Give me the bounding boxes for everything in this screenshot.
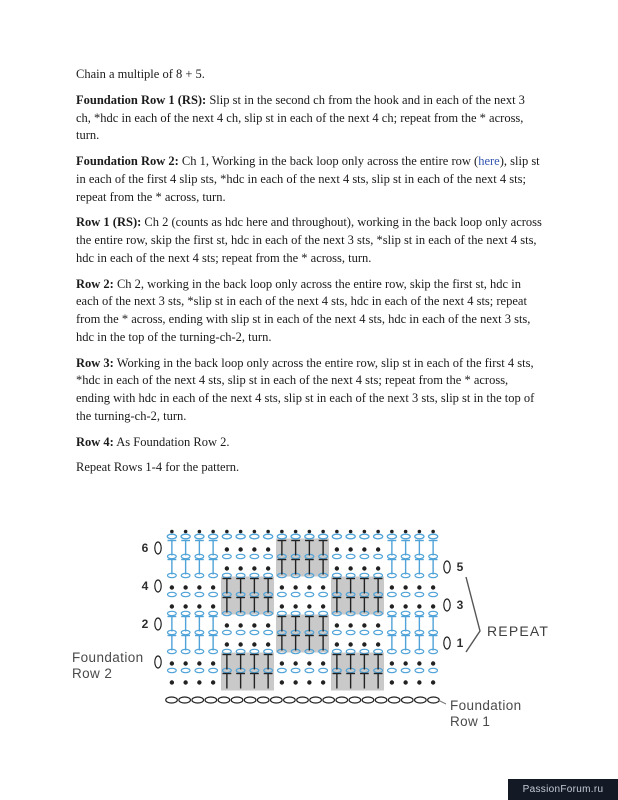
top-loop [167,534,176,539]
back-loop [195,611,204,615]
paragraph-text: Working in the back loop only across the entire row, slip st in each of the first 4 sts, *hdc in each of the next 4 sts, slip st in each of the next 4 sts; repeat from the * across, ending with hdc in each of the next 4 sts, slip st in each of the next 3 sts, slip st in the top of the turning-ch-2, turn. [76,355,535,423]
row-number: 4 [141,579,149,593]
slip-stitch [225,642,229,646]
slip-stitch [362,566,366,570]
back-loop [387,592,396,596]
slip-stitch [293,604,297,608]
top-loop-dot [308,530,312,534]
chain-stitch [428,697,440,703]
row-label: Foundation Row 1 (RS): [76,92,207,107]
slip-stitch [183,680,187,684]
back-loop [291,592,300,596]
top-loop-dot [280,530,284,534]
back-loop [415,611,424,615]
back-loop [195,668,204,672]
top-loop-dot [184,530,188,534]
chain-stitch [218,697,230,703]
shaded-block [221,672,274,691]
slip-stitch [335,566,339,570]
slip-stitch [183,585,187,589]
slip-stitch [170,585,174,589]
slip-stitch [280,680,284,684]
slip-stitch [238,623,242,627]
row-number: 2 [141,617,149,631]
top-loop [209,534,218,539]
back-loop [319,668,328,672]
slip-stitch [431,604,435,608]
chain-stitch [244,697,256,703]
top-loop-dot [390,530,394,534]
turning-chain [155,656,161,668]
slip-stitch [321,585,325,589]
slip-stitch [211,661,215,665]
top-loop-dot [349,530,353,534]
slip-stitch [211,680,215,684]
slip-stitch [376,642,380,646]
foundation-row-2-label-line1: Foundation [72,650,144,665]
repeat-bracket [466,577,480,652]
slip-stitch [307,680,311,684]
slip-stitch [225,547,229,551]
back-loop [415,592,424,596]
top-loop [277,534,286,539]
watermark-text: PassionForum.ru [522,784,604,795]
slip-stitch [417,604,421,608]
paragraph [76,434,542,452]
slip-stitch [211,585,215,589]
top-loop-dot [404,530,408,534]
paragraph [76,214,542,267]
slip-stitch [403,661,407,665]
top-loop-dot [335,530,339,534]
chain-stitch [349,697,361,703]
back-loop [195,592,204,596]
back-loop [429,592,438,596]
top-loop [319,534,328,539]
slip-stitch [390,661,394,665]
back-loop [401,611,410,615]
top-loop-dot [418,530,422,534]
chart-symbols [142,530,464,703]
top-loop-dot [363,530,367,534]
back-loop [332,630,341,634]
paragraph [76,459,542,477]
paragraph [76,92,542,145]
turning-chain [155,618,161,630]
chain-stitch [415,697,427,703]
chain-stitch [192,697,204,703]
paragraph-text: Repeat Rows 1-4 for the pattern. [76,460,240,475]
top-loop [429,534,438,539]
top-loop-dot [211,530,215,534]
slip-stitch [321,604,325,608]
slip-stitch [335,547,339,551]
chain-stitch [284,697,296,703]
row-number: 5 [456,560,464,574]
slip-stitch [307,661,311,665]
slip-stitch [417,661,421,665]
slip-stitch [280,604,284,608]
slip-stitch [362,642,366,646]
back-loop [401,592,410,596]
back-loop [429,668,438,672]
back-loop [374,630,383,634]
slip-stitch [403,585,407,589]
row-number: 6 [141,541,149,555]
paragraph [76,153,542,206]
turning-chain [444,561,450,573]
paragraph-text: ), slip st in each of the first 4 slip sts, *hdc in each of the next 4 sts, slip st in each of the next 4 sts; repeat from the * across, turn. [76,154,540,204]
back-loop [167,611,176,615]
back-loop [387,668,396,672]
slip-stitch [266,623,270,627]
top-loop [181,534,190,539]
slip-stitch [170,604,174,608]
slip-stitch [321,661,325,665]
slip-stitch [348,623,352,627]
chain-stitch [271,697,283,703]
foundation-row-1-label-line1: Foundation [450,698,522,713]
chain-stitch [388,697,400,703]
top-loop [264,534,273,539]
top-loop-dot [431,530,435,534]
slip-stitch [238,566,242,570]
paragraph [76,66,542,84]
foundation-row-2-label-line2: Row 2 [72,666,113,681]
chain-stitch [362,697,374,703]
top-loop [250,534,259,539]
repeat-label: REPEAT [487,623,550,639]
slip-stitch [280,585,284,589]
back-loop [401,668,410,672]
slip-stitch [348,547,352,551]
slip-stitch [335,623,339,627]
slip-stitch [348,642,352,646]
back-loop [374,554,383,558]
back-loop [222,554,231,558]
slip-stitch [252,642,256,646]
slip-stitch [390,680,394,684]
row-label: Row 1 (RS): [76,215,142,230]
back-loop [222,630,231,634]
top-loop [387,534,396,539]
back-loop [305,668,314,672]
back-loop [360,554,369,558]
shaded-block [331,672,384,691]
top-loop [195,534,204,539]
turning-chain [444,637,450,649]
back-loop [181,668,190,672]
back-loop [387,611,396,615]
foundation-row-1-label-line2: Row 1 [450,714,491,729]
slip-stitch [197,604,201,608]
top-loop [374,534,383,539]
back-loop [250,554,259,558]
top-loop-dot [321,530,325,534]
slip-stitch [417,680,421,684]
chain-stitch [336,697,348,703]
slip-stitch [431,661,435,665]
back-loop [181,611,190,615]
chain-stitch [257,697,269,703]
back-loop [264,554,273,558]
back-loop [346,554,355,558]
back-loop [209,611,218,615]
top-loop-dot [266,530,270,534]
top-loop [222,534,231,539]
back-loop [209,668,218,672]
slip-stitch [293,585,297,589]
row-label: Row 3: [76,355,114,370]
foundation-row-1-pointer [438,700,446,704]
slip-stitch [252,623,256,627]
slip-stitch [238,547,242,551]
top-loop-dot [376,530,380,534]
slip-stitch [170,661,174,665]
slip-stitch [376,566,380,570]
chain-stitch [166,697,178,703]
slip-stitch [376,623,380,627]
row-number: 1 [456,636,464,650]
back-loop [236,554,245,558]
slip-stitch [390,604,394,608]
paragraph-text: As Foundation Row 2. [113,434,230,449]
slip-stitch [335,642,339,646]
slip-stitch [183,661,187,665]
slip-stitch [417,585,421,589]
slip-stitch [225,566,229,570]
chain-stitch [401,697,413,703]
back-loop [346,630,355,634]
slip-stitch [170,680,174,684]
back-loop [291,668,300,672]
slip-stitch [225,623,229,627]
paragraph-text: Slip st in the second ch from the hook and in each of the next 3 ch, *hdc in each of the next 4 ch, slip st in each of the next 4 ch; repeat from the * across, turn. [76,92,525,143]
back-loop [360,630,369,634]
chain-stitch [375,697,387,703]
slip-stitch [431,680,435,684]
chain-stitch [310,697,322,703]
slip-stitch [280,661,284,665]
slip-stitch [293,680,297,684]
paragraph-text: Ch 2, working in the back loop only across the entire row, skip the first st, hdc in each of the next 3 sts, *slip st in each of the next 4 sts, hdc in each of the next 4 sts; repeat from the * across, ending with slip st in each of the next 4 sts, hdc in each of the next 3 sts, hdc in the top of the turning-ch-2, turn. [76,276,531,344]
chain-stitch [297,697,309,703]
chain-stitch [231,697,243,703]
slip-stitch [403,680,407,684]
paragraph-text: Ch 1, Working in the back loop only across the entire row ( [178,154,479,168]
slip-stitch [362,623,366,627]
slip-stitch [266,547,270,551]
back-loop [250,630,259,634]
back-loop [277,668,286,672]
back-loop [319,592,328,596]
slip-stitch [307,604,311,608]
instructions [76,66,542,485]
slip-stitch [293,661,297,665]
row-label: Row 2: [76,276,114,291]
chain-stitch [179,697,191,703]
slip-stitch [403,604,407,608]
back-loop [209,592,218,596]
top-loop [236,534,245,539]
top-loop [291,534,300,539]
top-loop-dot [198,530,202,534]
paragraph-text: Chain a multiple of 8 + 5. [76,67,205,81]
back-loop [332,554,341,558]
turning-chain [444,599,450,611]
back-loop [181,592,190,596]
back-loop [236,630,245,634]
slip-stitch [376,547,380,551]
slip-stitch [348,566,352,570]
slip-stitch [390,585,394,589]
row-number: 3 [456,598,464,612]
slip-stitch [197,680,201,684]
back-loop [264,630,273,634]
top-loop-dot [253,530,257,534]
slip-stitch [252,566,256,570]
slip-stitch [238,642,242,646]
slip-stitch [252,547,256,551]
turning-chain [155,542,161,554]
top-loop-dot [239,530,243,534]
back-loop [277,592,286,596]
stitch-diagram [50,528,590,743]
top-loop [305,534,314,539]
slip-stitch [362,547,366,551]
here-link[interactable]: here [478,154,500,168]
slip-stitch [197,661,201,665]
top-loop-dot [294,530,298,534]
row-label: Foundation Row 2: [76,154,179,168]
chain-stitch [205,697,217,703]
back-loop [415,668,424,672]
paragraph [76,355,542,426]
top-loop [332,534,341,539]
top-loop-dot [170,530,174,534]
slip-stitch [211,604,215,608]
back-loop [305,592,314,596]
paragraph [76,276,542,347]
chain-stitch [323,697,335,703]
slip-stitch [321,680,325,684]
slip-stitch [266,642,270,646]
slip-stitch [183,604,187,608]
top-loop [360,534,369,539]
top-loop-dot [225,530,229,534]
back-loop [429,611,438,615]
slip-stitch [307,585,311,589]
slip-stitch [197,585,201,589]
top-loop [415,534,424,539]
top-loop [346,534,355,539]
slip-stitch [266,566,270,570]
turning-chain [155,580,161,592]
top-loop [401,534,410,539]
back-loop [167,592,176,596]
paragraph-text: Ch 2 (counts as hdc here and throughout), working in the back loop only across the entire row, skip the first st, hdc in each of the next 3 sts, *slip st in each of the next 4 sts, hdc in each of the next 4 sts; repeat from the * across, turn. [76,215,542,265]
slip-stitch [431,585,435,589]
watermark-badge [508,779,618,800]
row-label: Row 4: [76,434,114,449]
back-loop [167,668,176,672]
